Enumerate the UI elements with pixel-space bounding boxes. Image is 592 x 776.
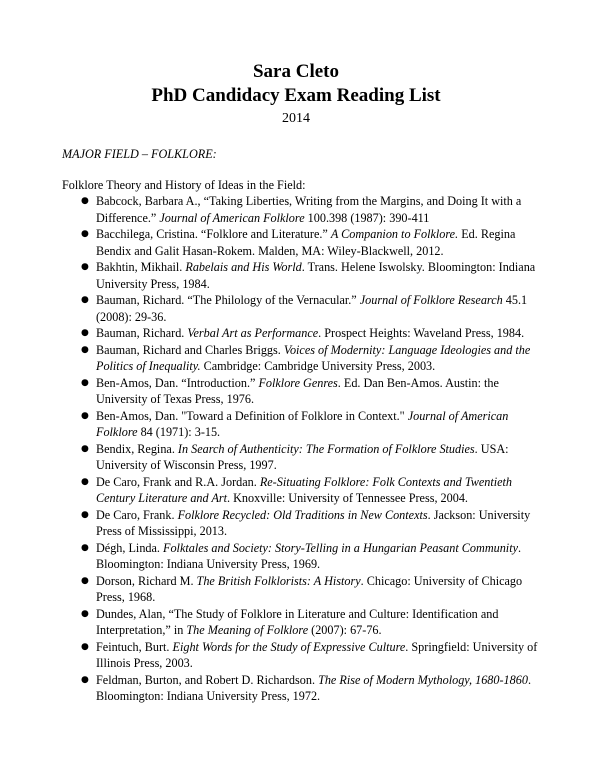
reference-item: [62, 474, 540, 507]
reference-author-part: Bauman, Richard and Charles Briggs.: [96, 342, 284, 357]
reference-title: Eight Words for the Study of Expressive Culture: [172, 639, 406, 654]
reference-publication-details: . Bloomington: Indiana University Press, 1972.: [96, 672, 531, 703]
reference-author-part: Feldman, Burton, and Robert D. Richardson.: [96, 672, 319, 687]
reference-author-part: Bauman, Richard.: [96, 326, 188, 340]
reference-title: Journal of Folklore Research: [359, 293, 503, 307]
major-field-heading: MAJOR FIELD – FOLKLORE:: [62, 147, 217, 161]
reference-publication-details: . Bloomington: Indiana University Press, 1969.: [96, 540, 522, 571]
reference-publication-details: . Trans. Helene Iswolsky. Bloomington: Indiana University Press, 1984.: [96, 260, 536, 291]
reference-item: [62, 193, 540, 226]
reference-title: Verbal Art as Performance: [187, 326, 319, 340]
reference-title: The Meaning of Folklore: [186, 623, 309, 637]
reference-item: [62, 672, 540, 705]
section-heading: Folklore Theory and History of Ideas in the Field:: [62, 178, 306, 192]
reference-author-part: Dégh, Linda.: [96, 540, 164, 555]
reference-title: Voices of Modernity: Language Ideologies and the Politics of Inequality.: [96, 342, 531, 373]
reference-author-part: Bendix, Regina.: [96, 441, 178, 456]
reference-title: The Rise of Modern Mythology, 1680-1860: [318, 672, 528, 687]
reference-author-part: Bauman, Richard. “The Philology of the Vernacular.”: [96, 293, 360, 307]
reference-author-part: Feintuch, Burt.: [96, 639, 173, 654]
reference-publication-details: (2007): 67-76.: [308, 623, 382, 637]
reference-title: Folklore Recycled: Old Traditions in New Contexts: [177, 507, 428, 522]
reference-item: [62, 573, 540, 606]
reference-item: [62, 259, 540, 292]
document-year: 2014: [282, 111, 310, 126]
reference-author-part: Babcock, Barbara A., “Taking Liberties, Writing from the Margins, and Doing It with a Difference.”: [96, 194, 522, 225]
reference-title: Rabelais and His World: [185, 260, 302, 274]
reference-list: [62, 193, 540, 705]
author-name: Sara Cleto: [252, 61, 339, 82]
reference-author-part: Ben-Amos, Dan. “Introduction.”: [96, 375, 259, 390]
reference-publication-details: . USA: University of Wisconsin Press, 1997.: [96, 441, 509, 472]
reference-item: [62, 540, 540, 573]
reference-item: [62, 375, 540, 408]
reference-item: [62, 639, 540, 672]
document-header: [0, 60, 592, 129]
reference-publication-details: Cambridge: Cambridge University Press, 2003.: [200, 359, 436, 373]
reference-author-part: Bakhtin, Mikhail.: [96, 260, 186, 274]
reference-item: [62, 325, 540, 342]
reference-publication-details: . Prospect Heights: Waveland Press, 1984.: [318, 326, 525, 340]
reference-title: In Search of Authenticity: The Formation of Folklore Studies: [177, 441, 475, 456]
reference-author-part: Dorson, Richard M.: [96, 573, 197, 588]
document-title: PhD Candidacy Exam Reading List: [151, 85, 441, 106]
reference-title: Journal of American Folklore: [159, 210, 305, 225]
reference-item: [62, 226, 540, 259]
reference-item: [62, 292, 540, 325]
reference-publication-details: . Jackson: University Press of Mississippi, 2013.: [96, 507, 531, 538]
reference-author-part: De Caro, Frank.: [96, 507, 178, 522]
reference-publication-details: 100.398 (1987): 390-411: [304, 210, 430, 225]
reference-author-part: Dundes, Alan, “The Study of Folklore in Literature and Culture: Identification and Interpretation,” in: [96, 606, 499, 637]
reference-title: Folktales and Society: Story-Telling in a Hungarian Peasant Community: [163, 540, 518, 555]
reference-publication-details: 45.1 (2008): 29-36.: [96, 293, 528, 324]
reference-title: The British Folklorists: A History: [196, 573, 361, 588]
reference-publication-details: . Chicago: University of Chicago Press, 1968.: [96, 573, 523, 604]
reference-publication-details: Ed. Regina Bendix and Galit Hasan-Rokem. Malden, MA: Wiley-Blackwell, 2012.: [96, 227, 516, 258]
reference-item: [62, 507, 540, 540]
reference-author-part: Ben-Amos, Dan. "Toward a Definition of Folklore in Context.": [96, 408, 408, 423]
reference-title: Re-Situating Folklore: Folk Contexts and Twentieth Century Literature and Art: [96, 474, 512, 505]
reference-title: Folklore Genres: [258, 375, 338, 390]
reference-title: Journal of American Folklore: [96, 408, 509, 439]
reference-publication-details: 84 (1971): 3-15.: [137, 425, 221, 439]
reference-item: [62, 606, 540, 639]
reference-publication-details: . Springfield: University of Illinois Press, 2003.: [96, 639, 538, 670]
reference-publication-details: . Knoxville: University of Tennessee Press, 2004.: [227, 491, 468, 505]
reference-publication-details: . Ed. Dan Ben-Amos. Austin: the University of Texas Press, 1976.: [96, 375, 499, 406]
reference-item: [62, 408, 540, 441]
reference-item: [62, 342, 540, 375]
reference-author-part: De Caro, Frank and R.A. Jordan.: [96, 474, 260, 489]
reference-author-part: Bacchilega, Cristina. “Folklore and Literature.”: [96, 227, 331, 241]
reference-title: A Companion to Folklore.: [330, 227, 459, 241]
reference-item: [62, 441, 540, 474]
